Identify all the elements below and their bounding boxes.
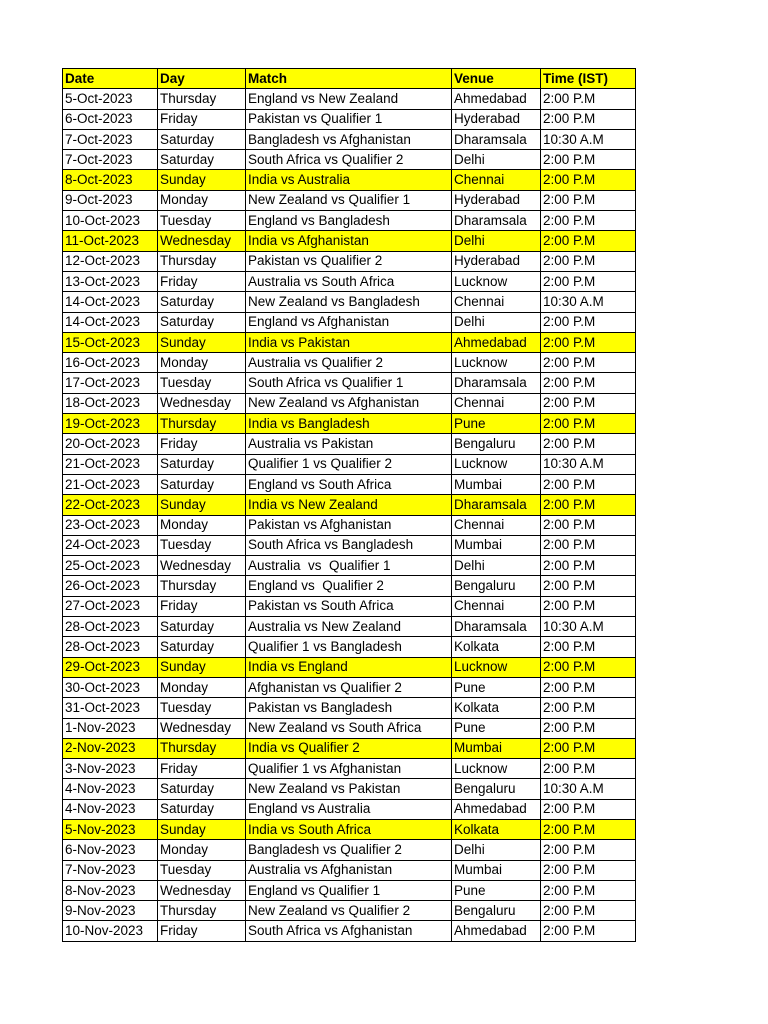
- cell-date: 10-Oct-2023: [63, 211, 158, 231]
- cell-time: 10:30 A.M: [541, 129, 636, 149]
- cell-match: India vs Pakistan: [246, 332, 452, 352]
- cell-date: 29-Oct-2023: [63, 657, 158, 677]
- cell-time: 2:00 P.M: [541, 556, 636, 576]
- cell-time: 2:00 P.M: [541, 414, 636, 434]
- cell-day: Saturday: [158, 292, 246, 312]
- cell-match: South Africa vs Bangladesh: [246, 535, 452, 555]
- cell-venue: Chennai: [452, 292, 541, 312]
- table-row: [63, 677, 636, 697]
- cell-venue: Chennai: [452, 170, 541, 190]
- cell-time: 2:00 P.M: [541, 637, 636, 657]
- cell-time: 10:30 A.M: [541, 292, 636, 312]
- cell-time: 2:00 P.M: [541, 860, 636, 880]
- cell-match: Australia vs South Africa: [246, 271, 452, 291]
- cell-venue: Hyderabad: [452, 251, 541, 271]
- table-row: [63, 89, 636, 109]
- cell-match: Australia vs Pakistan: [246, 434, 452, 454]
- cell-venue: Chennai: [452, 393, 541, 413]
- table-row: [63, 332, 636, 352]
- table-row: [63, 617, 636, 637]
- table-row: [63, 170, 636, 190]
- cell-date: 8-Oct-2023: [63, 170, 158, 190]
- cell-time: 10:30 A.M: [541, 454, 636, 474]
- cell-date: 10-Nov-2023: [63, 921, 158, 941]
- cell-date: 27-Oct-2023: [63, 596, 158, 616]
- cell-day: Thursday: [158, 738, 246, 758]
- cell-day: Thursday: [158, 901, 246, 921]
- cell-match: Bangladesh vs Afghanistan: [246, 129, 452, 149]
- cell-date: 12-Oct-2023: [63, 251, 158, 271]
- header-day: Day: [158, 69, 246, 89]
- cell-venue: Delhi: [452, 231, 541, 251]
- cell-match: New Zealand vs Afghanistan: [246, 393, 452, 413]
- cell-match: England vs South Africa: [246, 474, 452, 494]
- cell-date: 15-Oct-2023: [63, 332, 158, 352]
- cell-date: 7-Oct-2023: [63, 150, 158, 170]
- cell-date: 1-Nov-2023: [63, 718, 158, 738]
- cell-venue: Delhi: [452, 150, 541, 170]
- cell-date: 8-Nov-2023: [63, 880, 158, 900]
- table-row: [63, 718, 636, 738]
- cell-day: Sunday: [158, 819, 246, 839]
- cell-time: 2:00 P.M: [541, 393, 636, 413]
- cell-venue: Delhi: [452, 840, 541, 860]
- cell-match: South Africa vs Qualifier 2: [246, 150, 452, 170]
- cell-match: India vs New Zealand: [246, 495, 452, 515]
- cell-date: 20-Oct-2023: [63, 434, 158, 454]
- cell-day: Sunday: [158, 657, 246, 677]
- table-row: [63, 901, 636, 921]
- cell-day: Tuesday: [158, 211, 246, 231]
- cell-match: Afghanistan vs Qualifier 2: [246, 677, 452, 697]
- table-row: [63, 880, 636, 900]
- table-row: [63, 779, 636, 799]
- cell-date: 31-Oct-2023: [63, 698, 158, 718]
- cell-day: Monday: [158, 677, 246, 697]
- cell-time: 2:00 P.M: [541, 819, 636, 839]
- cell-day: Monday: [158, 515, 246, 535]
- cell-date: 23-Oct-2023: [63, 515, 158, 535]
- cell-date: 16-Oct-2023: [63, 353, 158, 373]
- cell-match: Pakistan vs South Africa: [246, 596, 452, 616]
- cell-venue: Lucknow: [452, 353, 541, 373]
- table-row: [63, 454, 636, 474]
- table-row: [63, 129, 636, 149]
- cell-venue: Mumbai: [452, 535, 541, 555]
- cell-venue: Ahmedabad: [452, 332, 541, 352]
- cell-time: 2:00 P.M: [541, 150, 636, 170]
- table-row: [63, 637, 636, 657]
- table-row: [63, 231, 636, 251]
- cell-time: 2:00 P.M: [541, 373, 636, 393]
- cell-venue: Lucknow: [452, 759, 541, 779]
- cell-match: Australia vs Qualifier 2: [246, 353, 452, 373]
- cell-match: Pakistan vs Qualifier 2: [246, 251, 452, 271]
- table-row: [63, 271, 636, 291]
- cell-day: Friday: [158, 271, 246, 291]
- cell-match: India vs Qualifier 2: [246, 738, 452, 758]
- table-row: [63, 373, 636, 393]
- cell-day: Tuesday: [158, 535, 246, 555]
- cell-match: Australia vs Afghanistan: [246, 860, 452, 880]
- header-venue: Venue: [452, 69, 541, 89]
- cell-match: Bangladesh vs Qualifier 2: [246, 840, 452, 860]
- cell-venue: Dharamsala: [452, 495, 541, 515]
- cell-day: Wednesday: [158, 393, 246, 413]
- cell-venue: Pune: [452, 677, 541, 697]
- cell-day: Tuesday: [158, 698, 246, 718]
- cell-time: 2:00 P.M: [541, 799, 636, 819]
- cell-day: Sunday: [158, 495, 246, 515]
- cell-match: England vs Qualifier 1: [246, 880, 452, 900]
- cell-match: New Zealand vs Bangladesh: [246, 292, 452, 312]
- cell-venue: Kolkata: [452, 698, 541, 718]
- table-row: [63, 515, 636, 535]
- cell-match: Pakistan vs Qualifier 1: [246, 109, 452, 129]
- cell-day: Thursday: [158, 251, 246, 271]
- cell-date: 25-Oct-2023: [63, 556, 158, 576]
- cell-time: 2:00 P.M: [541, 495, 636, 515]
- cell-time: 2:00 P.M: [541, 515, 636, 535]
- cell-venue: Dharamsala: [452, 129, 541, 149]
- cell-date: 22-Oct-2023: [63, 495, 158, 515]
- cell-match: Qualifier 1 vs Bangladesh: [246, 637, 452, 657]
- cell-day: Sunday: [158, 170, 246, 190]
- cell-time: 2:00 P.M: [541, 474, 636, 494]
- cell-day: Saturday: [158, 617, 246, 637]
- cell-venue: Mumbai: [452, 738, 541, 758]
- cell-match: Australia vs New Zealand: [246, 617, 452, 637]
- cell-match: England vs New Zealand: [246, 89, 452, 109]
- schedule-body: [63, 89, 636, 941]
- table-row: [63, 819, 636, 839]
- cell-time: 2:00 P.M: [541, 698, 636, 718]
- cell-day: Monday: [158, 840, 246, 860]
- table-row: [63, 596, 636, 616]
- cell-date: 14-Oct-2023: [63, 312, 158, 332]
- cell-date: 24-Oct-2023: [63, 535, 158, 555]
- cell-time: 2:00 P.M: [541, 190, 636, 210]
- cell-time: 2:00 P.M: [541, 231, 636, 251]
- cell-day: Sunday: [158, 332, 246, 352]
- cell-date: 5-Nov-2023: [63, 819, 158, 839]
- table-row: [63, 434, 636, 454]
- cell-day: Saturday: [158, 799, 246, 819]
- cell-venue: Pune: [452, 414, 541, 434]
- cell-match: England vs Afghanistan: [246, 312, 452, 332]
- cell-date: 4-Nov-2023: [63, 799, 158, 819]
- cell-date: 19-Oct-2023: [63, 414, 158, 434]
- cell-match: England vs Qualifier 2: [246, 576, 452, 596]
- cell-date: 14-Oct-2023: [63, 292, 158, 312]
- cell-match: Qualifier 1 vs Afghanistan: [246, 759, 452, 779]
- cell-date: 4-Nov-2023: [63, 779, 158, 799]
- cell-date: 5-Oct-2023: [63, 89, 158, 109]
- cell-time: 2:00 P.M: [541, 434, 636, 454]
- cell-day: Friday: [158, 596, 246, 616]
- header-time: Time (IST): [541, 69, 636, 89]
- table-row: [63, 860, 636, 880]
- cell-venue: Dharamsala: [452, 617, 541, 637]
- cell-time: 2:00 P.M: [541, 901, 636, 921]
- cell-time: 2:00 P.M: [541, 89, 636, 109]
- table-row: [63, 921, 636, 941]
- cell-venue: Bengaluru: [452, 576, 541, 596]
- cell-match: India vs Australia: [246, 170, 452, 190]
- cell-venue: Lucknow: [452, 454, 541, 474]
- header-match: Match: [246, 69, 452, 89]
- cell-day: Wednesday: [158, 880, 246, 900]
- cell-day: Thursday: [158, 89, 246, 109]
- cell-time: 2:00 P.M: [541, 596, 636, 616]
- cell-venue: Dharamsala: [452, 211, 541, 231]
- cell-date: 6-Oct-2023: [63, 109, 158, 129]
- cell-time: 2:00 P.M: [541, 880, 636, 900]
- cell-date: 13-Oct-2023: [63, 271, 158, 291]
- cell-venue: Ahmedabad: [452, 89, 541, 109]
- table-row: [63, 535, 636, 555]
- cell-match: India vs South Africa: [246, 819, 452, 839]
- table-row: [63, 799, 636, 819]
- cell-date: 28-Oct-2023: [63, 637, 158, 657]
- cell-match: Pakistan vs Bangladesh: [246, 698, 452, 718]
- cell-time: 10:30 A.M: [541, 617, 636, 637]
- cell-match: New Zealand vs South Africa: [246, 718, 452, 738]
- cell-day: Wednesday: [158, 231, 246, 251]
- cell-time: 2:00 P.M: [541, 657, 636, 677]
- cell-date: 17-Oct-2023: [63, 373, 158, 393]
- cell-venue: Pune: [452, 880, 541, 900]
- cell-date: 30-Oct-2023: [63, 677, 158, 697]
- table-row: [63, 657, 636, 677]
- cell-day: Friday: [158, 921, 246, 941]
- cell-date: 9-Nov-2023: [63, 901, 158, 921]
- cell-day: Monday: [158, 353, 246, 373]
- cell-time: 2:00 P.M: [541, 312, 636, 332]
- cell-day: Wednesday: [158, 718, 246, 738]
- cell-venue: Pune: [452, 718, 541, 738]
- table-row: [63, 495, 636, 515]
- table-row: [63, 474, 636, 494]
- cell-venue: Delhi: [452, 556, 541, 576]
- cell-day: Saturday: [158, 779, 246, 799]
- cell-time: 2:00 P.M: [541, 271, 636, 291]
- cell-day: Thursday: [158, 576, 246, 596]
- cell-match: Australia vs Qualifier 1: [246, 556, 452, 576]
- cell-date: 6-Nov-2023: [63, 840, 158, 860]
- cell-date: 26-Oct-2023: [63, 576, 158, 596]
- cell-date: 7-Nov-2023: [63, 860, 158, 880]
- cell-match: South Africa vs Qualifier 1: [246, 373, 452, 393]
- cell-match: India vs Afghanistan: [246, 231, 452, 251]
- cell-time: 2:00 P.M: [541, 921, 636, 941]
- cell-match: New Zealand vs Qualifier 1: [246, 190, 452, 210]
- cell-time: 2:00 P.M: [541, 759, 636, 779]
- cell-time: 2:00 P.M: [541, 109, 636, 129]
- cell-match: New Zealand vs Qualifier 2: [246, 901, 452, 921]
- cell-venue: Delhi: [452, 312, 541, 332]
- cell-day: Saturday: [158, 474, 246, 494]
- cell-time: 2:00 P.M: [541, 718, 636, 738]
- cell-match: England vs Bangladesh: [246, 211, 452, 231]
- cell-venue: Mumbai: [452, 860, 541, 880]
- cell-venue: Dharamsala: [452, 373, 541, 393]
- cell-match: India vs Bangladesh: [246, 414, 452, 434]
- cell-venue: Hyderabad: [452, 109, 541, 129]
- cell-venue: Hyderabad: [452, 190, 541, 210]
- cell-venue: Ahmedabad: [452, 799, 541, 819]
- cell-venue: Chennai: [452, 515, 541, 535]
- table-row: [63, 150, 636, 170]
- cell-time: 2:00 P.M: [541, 840, 636, 860]
- cell-time: 2:00 P.M: [541, 332, 636, 352]
- table-row: [63, 840, 636, 860]
- cell-date: 7-Oct-2023: [63, 129, 158, 149]
- cell-venue: Bengaluru: [452, 434, 541, 454]
- table-row: [63, 190, 636, 210]
- table-row: [63, 576, 636, 596]
- cell-match: England vs Australia: [246, 799, 452, 819]
- table-row: [63, 211, 636, 231]
- cell-venue: Kolkata: [452, 819, 541, 839]
- cell-day: Saturday: [158, 129, 246, 149]
- header-row: [63, 69, 636, 89]
- cell-day: Saturday: [158, 312, 246, 332]
- cell-day: Thursday: [158, 414, 246, 434]
- cell-day: Friday: [158, 109, 246, 129]
- cell-time: 2:00 P.M: [541, 251, 636, 271]
- cell-time: 2:00 P.M: [541, 170, 636, 190]
- cell-day: Saturday: [158, 637, 246, 657]
- table-row: [63, 414, 636, 434]
- cell-day: Friday: [158, 759, 246, 779]
- cell-match: Qualifier 1 vs Qualifier 2: [246, 454, 452, 474]
- cell-date: 9-Oct-2023: [63, 190, 158, 210]
- cell-date: 2-Nov-2023: [63, 738, 158, 758]
- cell-time: 2:00 P.M: [541, 677, 636, 697]
- cell-day: Tuesday: [158, 373, 246, 393]
- cell-date: 11-Oct-2023: [63, 231, 158, 251]
- cell-day: Monday: [158, 190, 246, 210]
- cell-date: 28-Oct-2023: [63, 617, 158, 637]
- cell-day: Saturday: [158, 454, 246, 474]
- cell-match: Pakistan vs Afghanistan: [246, 515, 452, 535]
- cell-time: 2:00 P.M: [541, 353, 636, 373]
- cell-date: 21-Oct-2023: [63, 454, 158, 474]
- cell-time: 2:00 P.M: [541, 576, 636, 596]
- header-date: Date: [63, 69, 158, 89]
- cell-venue: Bengaluru: [452, 779, 541, 799]
- cell-venue: Lucknow: [452, 657, 541, 677]
- cell-time: 10:30 A.M: [541, 779, 636, 799]
- cell-venue: Mumbai: [452, 474, 541, 494]
- cell-day: Friday: [158, 434, 246, 454]
- table-row: [63, 292, 636, 312]
- cell-day: Wednesday: [158, 556, 246, 576]
- cell-day: Saturday: [158, 150, 246, 170]
- cell-venue: Ahmedabad: [452, 921, 541, 941]
- table-row: [63, 251, 636, 271]
- cell-day: Tuesday: [158, 860, 246, 880]
- table-row: [63, 312, 636, 332]
- cell-match: South Africa vs Afghanistan: [246, 921, 452, 941]
- table-row: [63, 393, 636, 413]
- cell-time: 2:00 P.M: [541, 738, 636, 758]
- cell-date: 21-Oct-2023: [63, 474, 158, 494]
- cell-venue: Bengaluru: [452, 901, 541, 921]
- cell-match: New Zealand vs Pakistan: [246, 779, 452, 799]
- cell-venue: Lucknow: [452, 271, 541, 291]
- cell-time: 2:00 P.M: [541, 535, 636, 555]
- table-row: [63, 759, 636, 779]
- table-row: [63, 353, 636, 373]
- table-row: [63, 738, 636, 758]
- cell-venue: Chennai: [452, 596, 541, 616]
- cell-venue: Kolkata: [452, 637, 541, 657]
- cell-date: 3-Nov-2023: [63, 759, 158, 779]
- cell-match: India vs England: [246, 657, 452, 677]
- table-row: [63, 698, 636, 718]
- cell-date: 18-Oct-2023: [63, 393, 158, 413]
- schedule-table: [62, 68, 636, 942]
- table-row: [63, 556, 636, 576]
- cell-time: 2:00 P.M: [541, 211, 636, 231]
- table-row: [63, 109, 636, 129]
